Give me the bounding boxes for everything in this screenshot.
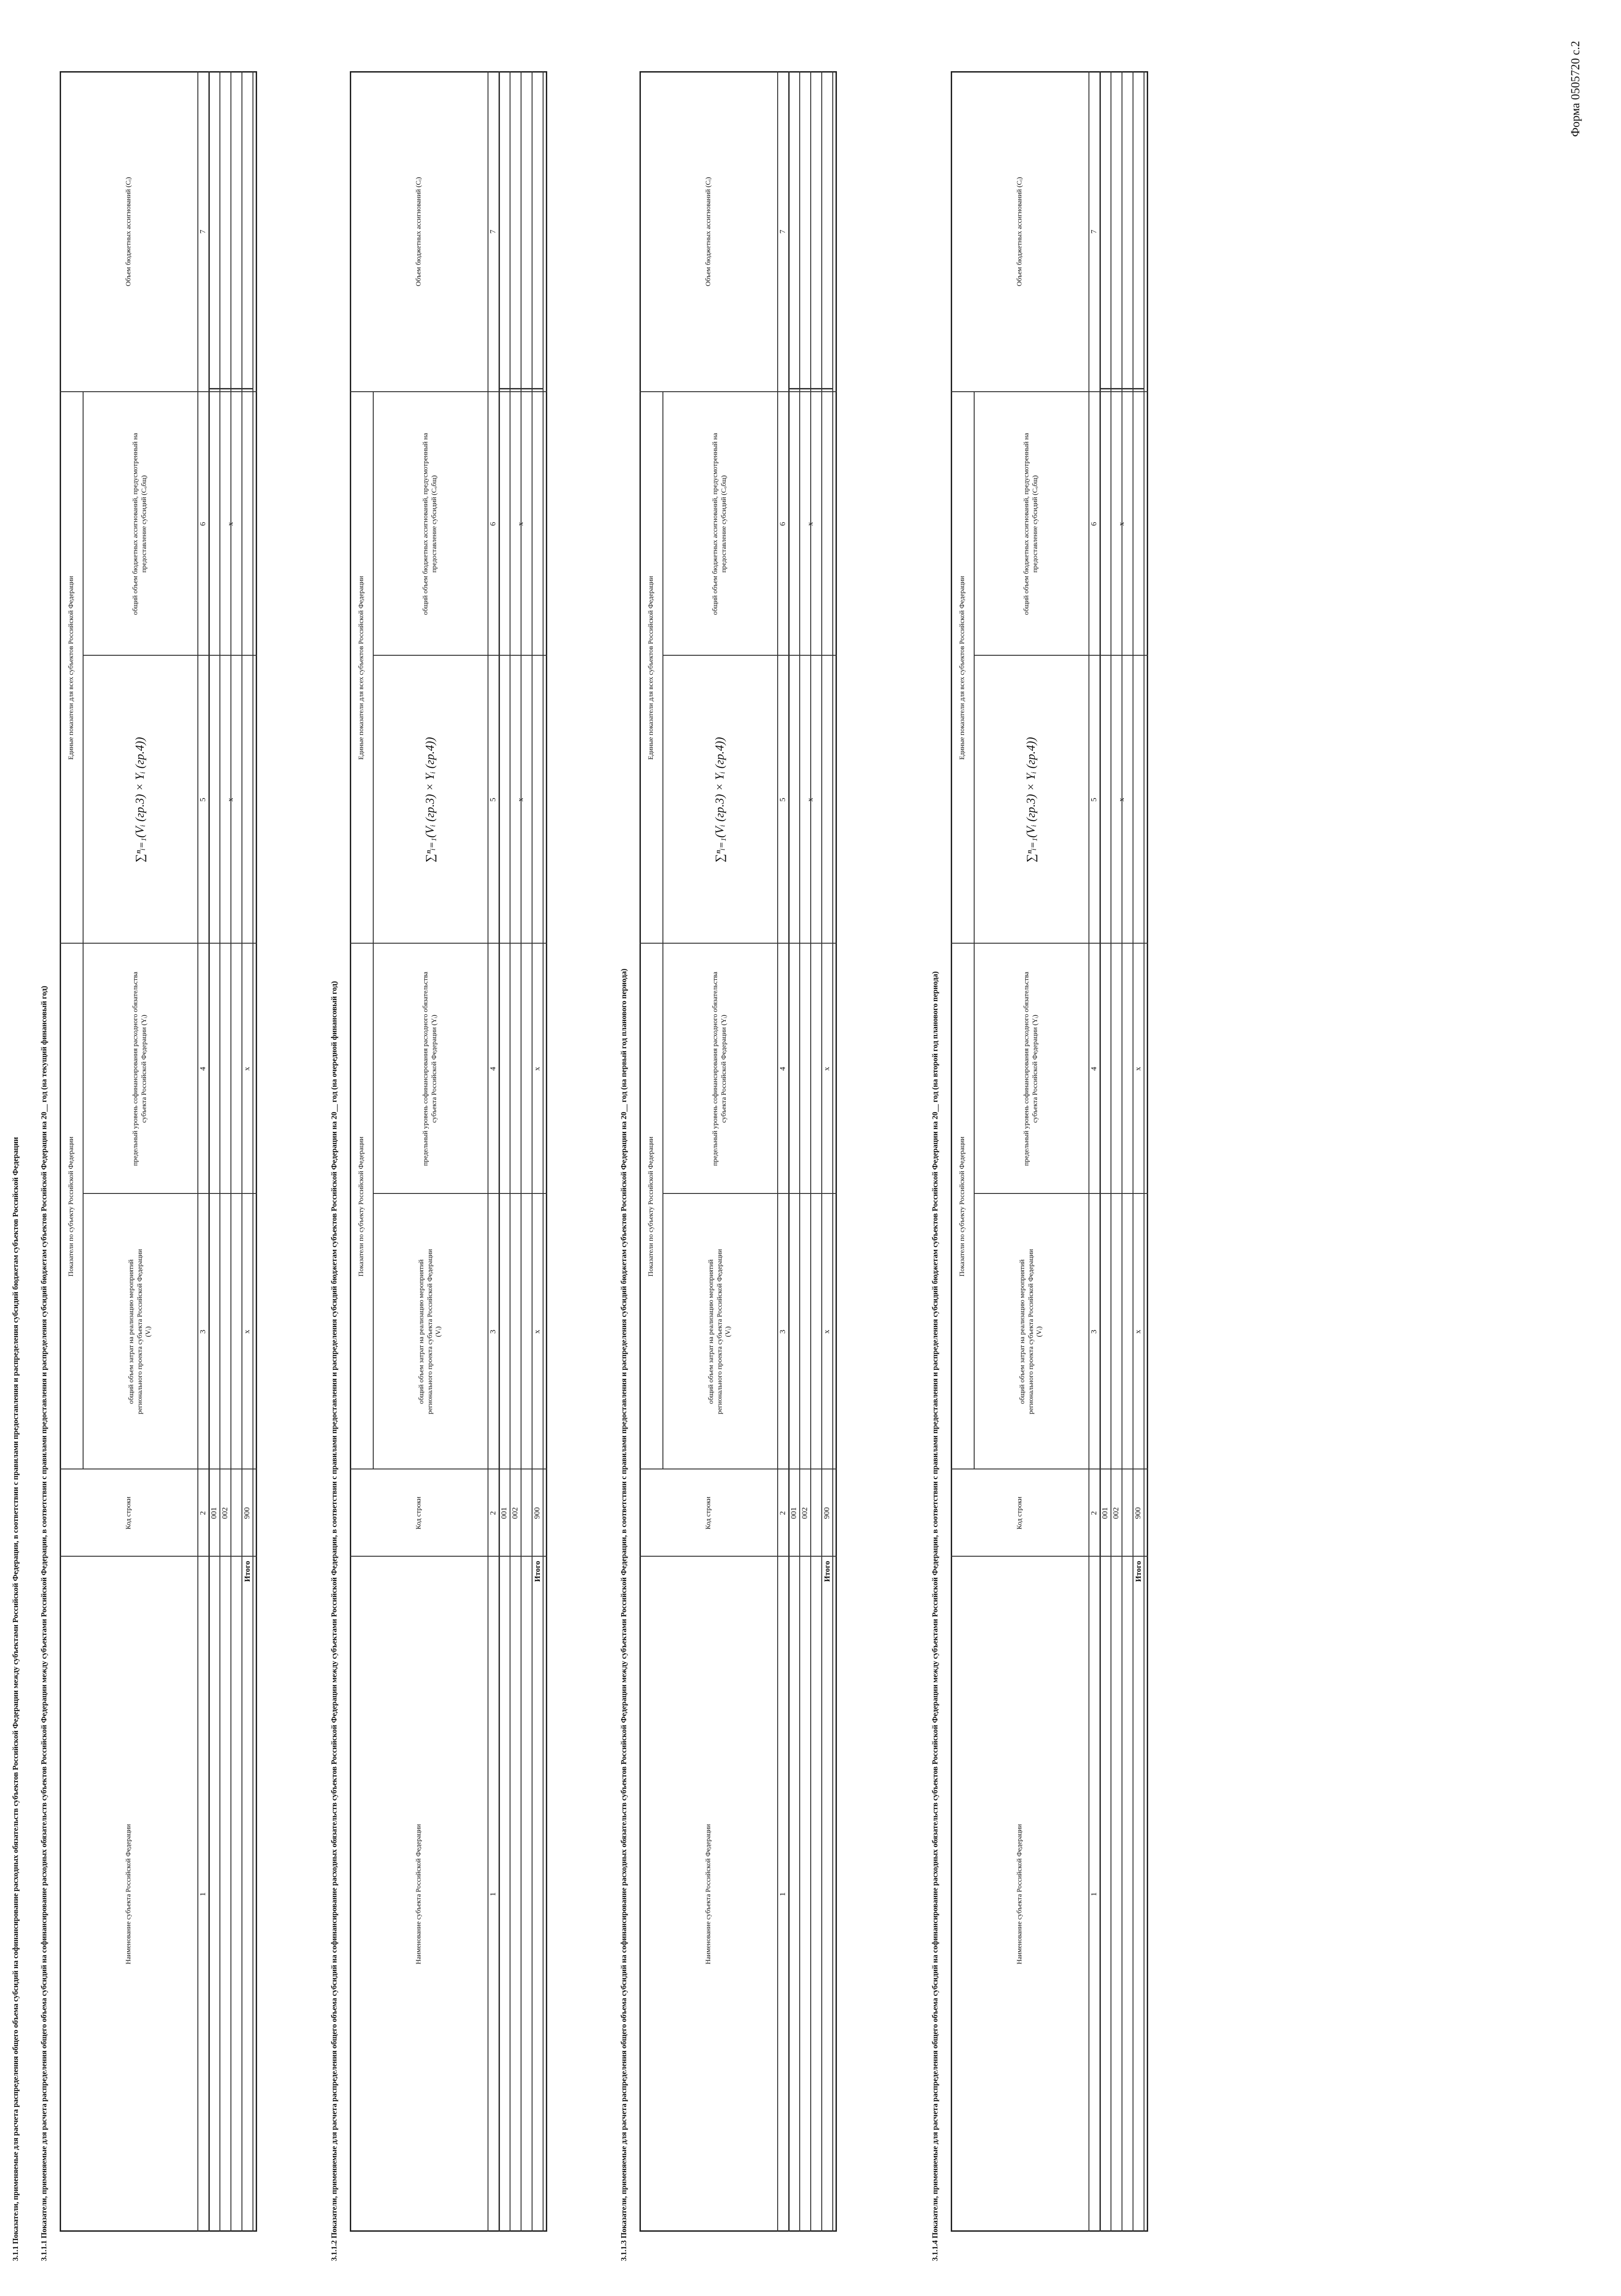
- header-col3: общий объем затрат на реализацию мероприятий регионального проекта субъекта Российской Федерации (Vᵢ): [417, 1249, 443, 1414]
- header-code: Код строки: [704, 1497, 712, 1530]
- header-col6: общий объем бюджетных ассигнований, предусмотренный на предоставление субсидий (Cₒбщ): [422, 433, 438, 615]
- column-number: 3: [488, 1329, 498, 1334]
- na-mark: x: [533, 1329, 542, 1334]
- header-group-uniform: Единые показатели для всех субъектов Российской Федерации: [958, 576, 966, 760]
- column-number: 6: [778, 522, 787, 526]
- row-code: 001: [789, 1507, 798, 1519]
- na-mark: x: [533, 1067, 542, 1071]
- na-mark: x: [1117, 522, 1126, 526]
- header-col3: общий объем затрат на реализацию мероприятий регионального проекта субъекта Российской Федерации (Vᵢ): [707, 1249, 732, 1414]
- row-code: 001: [1100, 1507, 1110, 1519]
- row-code: 002: [800, 1507, 809, 1519]
- total-label: Итого: [243, 1561, 252, 1582]
- header-col5-formula: ∑ⁿᵢ₌₁(Vᵢ (гр.3) × Yᵢ (гр.4)): [712, 737, 726, 862]
- header-col6: общий объем бюджетных ассигнований, предусмотренный на предоставление субсидий (Cₒбщ): [1023, 433, 1039, 615]
- column-rule: [499, 388, 543, 389]
- column-number: 6: [198, 522, 208, 526]
- column-number: 5: [1089, 798, 1099, 802]
- header-code: Код строки: [415, 1497, 422, 1530]
- column-number: 4: [488, 1067, 498, 1071]
- header-col4: предельный уровень софинансирования расходного обязательства субъекта Российской Федерации (Yᵢ): [422, 972, 438, 1166]
- header-col5-formula: ∑ⁿᵢ₌₁(Vᵢ (гр.3) × Yᵢ (гр.4)): [423, 737, 437, 862]
- row-code: 001: [499, 1507, 509, 1519]
- na-mark: x: [226, 798, 235, 802]
- column-rule: [208, 388, 252, 389]
- header-col7: Объем бюджетных ассигнований (Cᵢ): [124, 177, 132, 287]
- column-number: 3: [778, 1329, 787, 1334]
- column-number: 5: [778, 798, 787, 802]
- column-number: 3: [198, 1329, 208, 1334]
- header-col5-formula: ∑ⁿᵢ₌₁(Vᵢ (гр.3) × Yᵢ (гр.4)): [1024, 737, 1038, 862]
- row-code: 001: [209, 1507, 219, 1519]
- header-col7: Объем бюджетных ассигнований (Cᵢ): [1015, 177, 1023, 287]
- header-col7: Объем бюджетных ассигнований (Cᵢ): [415, 177, 422, 287]
- column-number: 2: [1089, 1511, 1099, 1515]
- na-mark: x: [516, 522, 525, 526]
- column-number: 2: [778, 1511, 787, 1515]
- total-code: 900: [242, 1507, 252, 1519]
- total-code: 900: [822, 1507, 831, 1519]
- header-group-uniform: Единые показатели для всех субъектов Российской Федерации: [67, 576, 75, 760]
- na-mark: x: [516, 798, 525, 802]
- row-code: 002: [510, 1507, 520, 1519]
- column-number: 1: [1089, 1892, 1099, 1896]
- row-rule: [543, 71, 544, 2232]
- column-number: 4: [1089, 1067, 1099, 1071]
- header-group-subject: Показатели по субъекту Российской Федерации: [67, 1137, 75, 1277]
- table-title: 3.1.1.3 Показатели, применяемые для расчета распределения общего объема субсидий на софинансирование расходных обязательств субъектов Российской Федерации между субъектами Российской Федерации, в соответствии с правилами предоставления и распределения субсидий бюджетам субъектов Российской Федерации на 20__ год (на первый год планового периода): [619, 968, 628, 2261]
- column-number: 2: [198, 1511, 208, 1515]
- table-title: 3.1.1.4 Показатели, применяемые для расчета распределения общего объема субсидий на софинансирование расходных обязательств субъектов Российской Федерации между субъектами Российской Федерации, в соответствии с правилами предоставления и распределения субсидий бюджетам субъектов Российской Федерации на 20__ год (на второй год планового периода): [931, 971, 939, 2261]
- header-name: Наименование субъекта Российской Федерации: [415, 1824, 422, 1964]
- column-number: 3: [1089, 1329, 1099, 1334]
- na-mark: x: [822, 1067, 831, 1071]
- column-number: 6: [488, 522, 498, 526]
- na-mark: x: [806, 798, 815, 802]
- table-title: 3.1.1.2 Показатели, применяемые для расчета распределения общего объема субсидий на софинансирование расходных обязательств субъектов Российской Федерации между субъектами Российской Федерации, в соответствии с правилами предоставления и распределения субсидий бюджетам субъектов Российской Федерации на 20__ год (на очередной финансовый год): [330, 981, 338, 2261]
- column-number: 5: [488, 798, 498, 802]
- row-rule: [252, 71, 253, 2232]
- header-col6: общий объем бюджетных ассигнований, предусмотренный на предоставление субсидий (Cₒбщ): [132, 433, 148, 615]
- na-mark: x: [226, 522, 235, 526]
- header-name: Наименование субъекта Российской Федерации: [1015, 1824, 1023, 1964]
- na-mark: x: [1133, 1067, 1143, 1071]
- na-mark: x: [1117, 798, 1126, 802]
- row-code: 002: [1111, 1507, 1121, 1519]
- column-number: 7: [488, 230, 498, 234]
- na-mark: x: [1133, 1329, 1143, 1334]
- column-rule: [1099, 388, 1144, 389]
- total-code: 900: [1133, 1507, 1143, 1519]
- column-number: 6: [1089, 522, 1099, 526]
- header-group-subject: Показатели по субъекту Российской Федерации: [958, 1137, 966, 1277]
- column-number: 7: [1089, 230, 1099, 234]
- column-rule: [788, 388, 832, 389]
- header-group-uniform: Единые показатели для всех субъектов Российской Федерации: [647, 576, 655, 760]
- na-mark: x: [806, 522, 815, 526]
- table-title: 3.1.1.1 Показатели, применяемые для расчета распределения общего объема субсидий на софинансирование расходных обязательств субъектов Российской Федерации между субъектами Российской Федерации, в соответствии с правилами предоставления и распределения субсидий бюджетам субъектов Российской Федерации на 20__ год (на текущий финансовый год): [39, 985, 48, 2261]
- header-col3: общий объем затрат на реализацию мероприятий регионального проекта субъекта Российской Федерации (Vᵢ): [1018, 1249, 1043, 1414]
- header-name: Наименование субъекта Российской Федерации: [704, 1824, 712, 1964]
- header-code: Код строки: [124, 1497, 132, 1530]
- column-number: 7: [198, 230, 208, 234]
- header-code: Код строки: [1015, 1497, 1023, 1530]
- column-number: 5: [198, 798, 208, 802]
- na-mark: x: [242, 1329, 252, 1334]
- column-number: 2: [488, 1511, 498, 1515]
- header-name: Наименование субъекта Российской Федерации: [124, 1824, 132, 1964]
- na-mark: x: [822, 1329, 831, 1334]
- column-number: 1: [488, 1892, 498, 1896]
- header-col6: общий объем бюджетных ассигнований, предусмотренный на предоставление субсидий (Cₒбщ): [712, 433, 728, 615]
- total-label: Итого: [533, 1561, 542, 1582]
- form-label: Форма 0505720 с.2: [1569, 40, 1582, 137]
- header-col5-formula: ∑ⁿᵢ₌₁(Vᵢ (гр.3) × Yᵢ (гр.4)): [133, 737, 146, 862]
- header-col7: Объем бюджетных ассигнований (Cᵢ): [704, 177, 712, 287]
- column-number: 1: [198, 1892, 208, 1896]
- total-label: Итого: [823, 1561, 832, 1582]
- header-group-subject: Показатели по субъекту Российской Федерации: [647, 1137, 655, 1277]
- column-number: 7: [778, 230, 787, 234]
- header-group-subject: Показатели по субъекту Российской Федерации: [357, 1137, 365, 1277]
- header-col4: предельный уровень софинансирования расходного обязательства субъекта Российской Федерации (Yᵢ): [1023, 972, 1039, 1166]
- header-group-uniform: Единые показатели для всех субъектов Российской Федерации: [357, 576, 365, 760]
- column-number: 4: [778, 1067, 787, 1071]
- na-mark: x: [242, 1067, 252, 1071]
- row-code: 002: [220, 1507, 230, 1519]
- total-code: 900: [533, 1507, 542, 1519]
- header-col3: общий объем затрат на реализацию мероприятий регионального проекта субъекта Российской Федерации (Vᵢ): [127, 1249, 152, 1414]
- row-rule: [832, 71, 833, 2232]
- header-col4: предельный уровень софинансирования расходного обязательства субъекта Российской Федерации (Yᵢ): [132, 972, 148, 1166]
- section-title: 3.1.1 Показатели, применяемые для расчета распределения общего объема субсидий на софинансирование расходных обязательств субъектов Российской Федерации между субъектами Российской Федерации, в соответствии с правилами предоставления и распределения субсидий бюджетам субъектов Российской Федерации: [11, 1137, 20, 2261]
- column-number: 1: [778, 1892, 787, 1896]
- total-label: Итого: [1134, 1561, 1143, 1582]
- header-col4: предельный уровень софинансирования расходного обязательства субъекта Российской Федерации (Yᵢ): [712, 972, 728, 1166]
- column-number: 4: [198, 1067, 208, 1071]
